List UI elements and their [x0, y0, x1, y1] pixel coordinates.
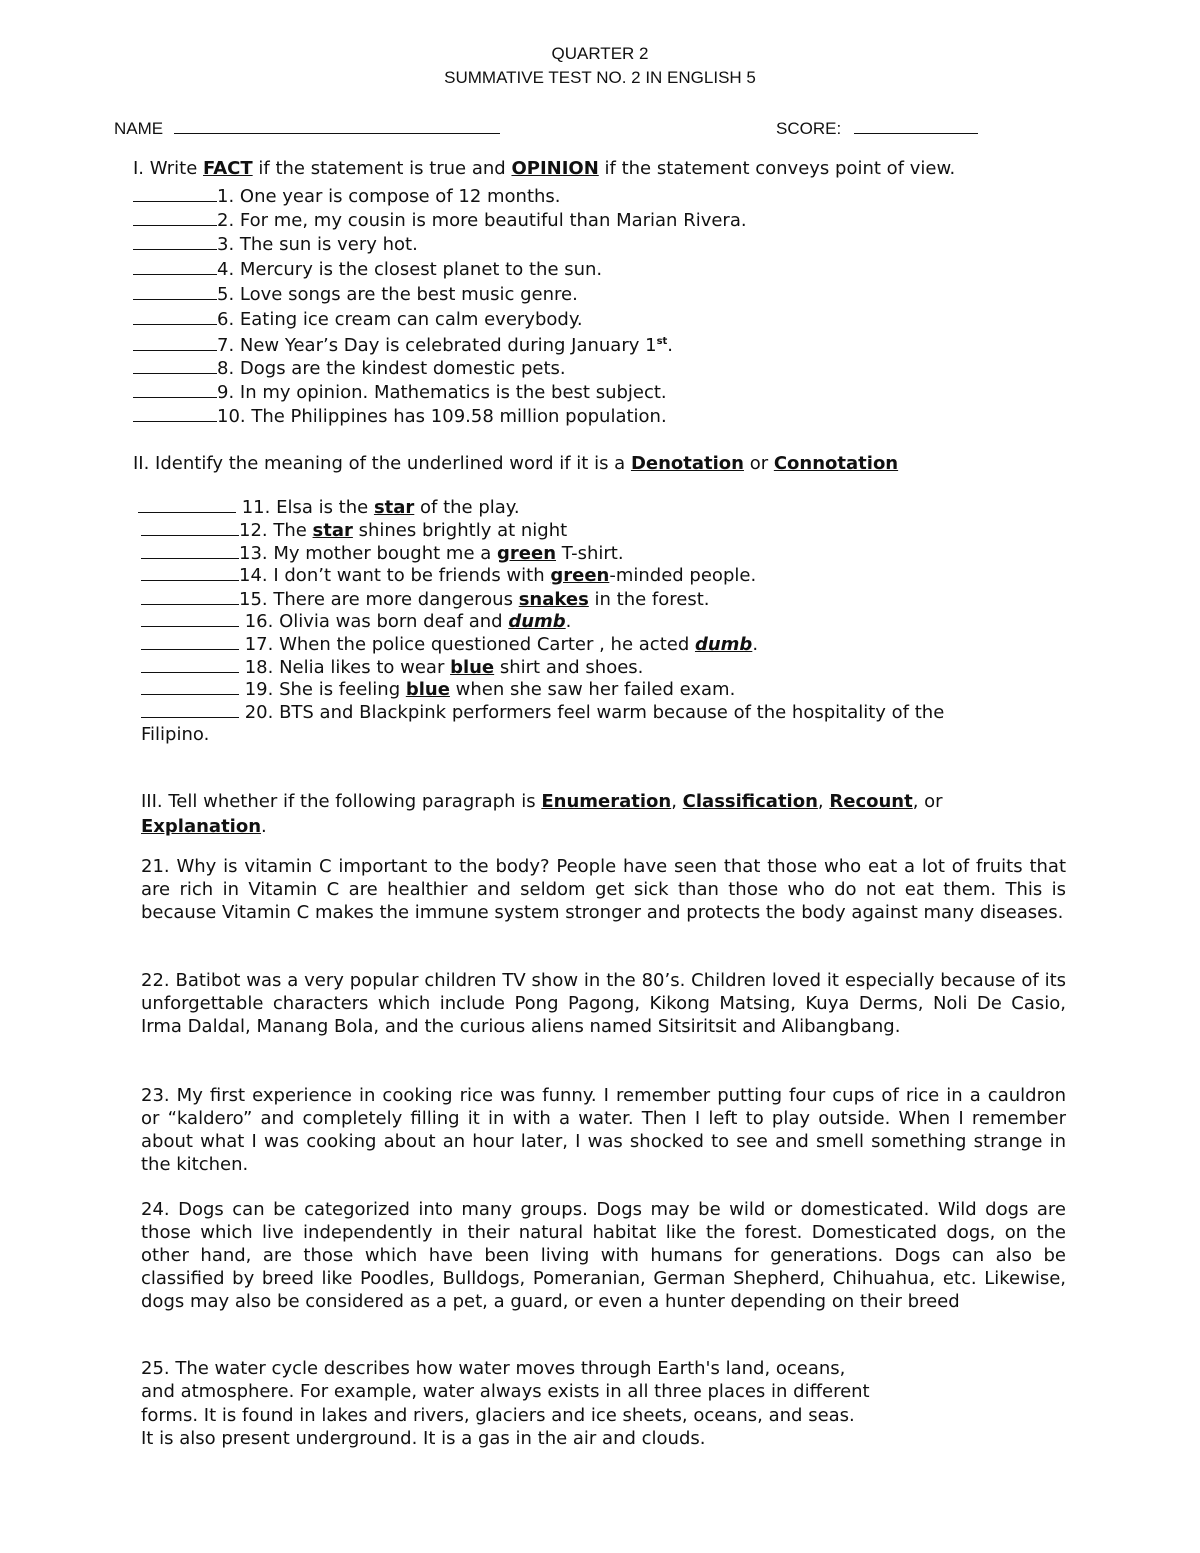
underlined-word: star: [312, 520, 353, 541]
underlined-word: dumb: [508, 611, 566, 632]
answer-blank[interactable]: [141, 699, 239, 718]
keyword-recount: Recount: [829, 791, 913, 812]
paragraph-25-line: forms. It is found in lakes and rivers, glaciers and ice sheets, oceans, and seas.: [141, 1405, 855, 1426]
item-text: 16. Olivia was born deaf and: [239, 611, 509, 632]
answer-blank[interactable]: [141, 676, 239, 695]
name-blank[interactable]: [174, 115, 500, 134]
list-item: [141, 562, 756, 587]
name-label: NAME: [114, 119, 164, 138]
underlined-word: blue: [405, 679, 450, 700]
part2-mid: or: [743, 453, 774, 474]
answer-blank[interactable]: [141, 608, 239, 627]
item-text: 6. Eating ice cream can calm everybody.: [217, 309, 583, 330]
answer-blank[interactable]: [141, 562, 239, 581]
answer-blank[interactable]: [141, 540, 239, 559]
list-item: [133, 281, 578, 307]
part1-keyword-opinion: OPINION: [511, 158, 599, 179]
item-text: 19. She is feeling: [239, 679, 406, 700]
item-text-end: .: [565, 611, 572, 632]
list-item: [133, 379, 667, 405]
list-item: [141, 631, 758, 656]
part3-instruction-cont: [141, 815, 267, 839]
answer-blank[interactable]: [133, 355, 217, 374]
part1-suffix: if the statement conveys point of view.: [598, 158, 956, 179]
item-text: 2. For me, my cousin is more beautiful than Marian Rivera.: [217, 210, 747, 231]
period: .: [261, 816, 267, 837]
part1-keyword-fact: FACT: [203, 158, 253, 179]
item-text-end: shirt and shoes.: [494, 657, 644, 678]
item-text: 14. I don’t want to be friends with: [239, 565, 551, 586]
item-text: 1. One year is compose of 12 months.: [217, 186, 561, 207]
item-text: 3. The sun is very hot.: [217, 234, 418, 255]
item-text-end: of the play.: [414, 497, 520, 518]
answer-blank[interactable]: [133, 403, 217, 422]
list-item: [141, 699, 944, 724]
item-text: 11. Elsa is the: [236, 497, 374, 518]
item-text: 12. The: [239, 520, 313, 541]
item-text: 10. The Philippines has 109.58 million population.: [217, 406, 667, 427]
answer-blank[interactable]: [133, 332, 217, 351]
test-title: SUMMATIVE TEST NO. 2 IN ENGLISH 5: [444, 68, 756, 87]
item-text: 20. BTS and Blackpink performers feel warm because of the hospitality of the: [239, 702, 945, 723]
underlined-word: dumb: [694, 634, 753, 655]
item-text-end: .: [752, 634, 759, 655]
item-text-end: -minded people.: [609, 565, 757, 586]
paragraph-24: 24. Dogs can be categorized into many groups. Dogs may be wild or domesticated. Wild dogs are those which live independently in their natural habitat like the forest. Domesticated dogs, on the other hand, are those which have been living with humans for generations. Dogs can also be classified by breed like Poodles, Bulldogs, Pomeranian, German Shepherd, Chihuahua, etc. Likewise, dogs may also be considered as a pet, a guard, or even a hunter depending on their breed: [141, 1199, 1066, 1312]
item-text: 13. My mother bought me a: [239, 543, 498, 564]
item-text: 5. Love songs are the best music genre.: [217, 284, 578, 305]
list-item: [133, 207, 747, 233]
answer-blank[interactable]: [141, 631, 239, 650]
item-text-end: shines brightly at night: [352, 520, 568, 541]
answer-blank[interactable]: [141, 586, 239, 605]
separator: ,: [671, 791, 683, 812]
separator: ,: [817, 791, 830, 812]
answer-blank[interactable]: [133, 281, 217, 300]
part2-keyword-denotation: Denotation: [630, 453, 744, 474]
part1-mid: if the statement is true and: [252, 158, 512, 179]
paragraph-25-line: It is also present underground. It is a gas in the air and clouds.: [141, 1428, 706, 1449]
part3-instruction: [141, 790, 943, 814]
part2-instruction: [133, 453, 898, 474]
underlined-word: green: [550, 565, 610, 586]
list-item: [141, 608, 571, 633]
list-item: [133, 355, 566, 381]
list-item: [141, 517, 567, 542]
answer-blank[interactable]: [133, 306, 217, 325]
paragraph-21: 21. Why is vitamin C important to the body? People have seen that those who eat a lot of fruits that are rich in Vitamin C are healthier and seldom get sick than those who do not eat them. This is because Vitamin C makes the immune system stronger and protects the body against many diseases.: [141, 856, 1066, 923]
item-text: 15. There are more dangerous: [239, 589, 519, 610]
item-continuation: Filipino.: [141, 724, 210, 745]
item-text: 18. Nelia likes to wear: [239, 657, 451, 678]
part3-prefix: III. Tell whether if the following paragraph is: [141, 791, 542, 812]
paragraph-25-line: and atmosphere. For example, water always exists in all three places in different: [141, 1381, 870, 1402]
answer-blank[interactable]: [133, 379, 217, 398]
item-text: 7. New Year’s Day is celebrated during January 1: [217, 335, 657, 356]
paragraph-23: 23. My first experience in cooking rice was funny. I remember putting four cups of rice in a cauldron or “kaldero” and completely filling it in with a water. Then I left to play outside. When I remember about what I was cooking about an hour later, I was shocked to see and smell something strange in the kitchen.: [141, 1085, 1066, 1175]
answer-blank[interactable]: [133, 231, 217, 250]
item-text: 8. Dogs are the kindest domestic pets.: [217, 358, 566, 379]
item-text-end: T-shirt.: [556, 543, 624, 564]
list-item: [133, 256, 602, 282]
quarter-heading: QUARTER 2: [551, 44, 649, 63]
underlined-word: snakes: [518, 589, 589, 610]
item-text: 17. When the police questioned Carter , he acted: [239, 634, 695, 655]
score-label: SCORE:: [776, 119, 842, 138]
item-end: .: [667, 335, 674, 356]
item-text: 4. Mercury is the closest planet to the sun.: [217, 259, 603, 280]
ordinal-superscript: st: [656, 336, 668, 347]
list-item: [133, 183, 561, 209]
list-item: [138, 494, 520, 519]
keyword-explanation: Explanation: [141, 816, 262, 837]
answer-blank[interactable]: [138, 494, 236, 513]
part2-keyword-connotation: Connotation: [773, 453, 899, 474]
answer-blank[interactable]: [133, 207, 217, 226]
list-item: [133, 231, 418, 257]
list-item: [141, 676, 735, 701]
item-text-end: when she saw her failed exam.: [449, 679, 736, 700]
score-blank[interactable]: [854, 115, 978, 134]
keyword-enumeration: Enumeration: [541, 791, 672, 812]
keyword-classification: Classification: [682, 791, 818, 812]
score-field[interactable]: [776, 115, 978, 139]
name-field[interactable]: [114, 115, 500, 139]
underlined-word: green: [497, 543, 557, 564]
answer-blank[interactable]: [133, 183, 217, 202]
paragraph-25-line: 25. The water cycle describes how water moves through Earth's land, oceans,: [141, 1358, 846, 1379]
part1-prefix: I. Write: [133, 158, 203, 179]
answer-blank[interactable]: [141, 517, 239, 536]
list-item: [133, 306, 583, 332]
paragraph-22: 22. Batibot was a very popular children TV show in the 80’s. Children loved it especially because of its unforgettable characters which include Pong Pagong, Kikong Matsing, Kuya Derms, Noli De Casio, Irma Daldal, Manang Bola, and the curious aliens named Sitsiritsit and Alibangbang.: [141, 970, 1066, 1037]
answer-blank[interactable]: [133, 256, 217, 275]
item-text: 9. In my opinion. Mathematics is the best subject.: [217, 382, 667, 403]
underlined-word: star: [373, 497, 415, 518]
separator-or: , or: [912, 791, 943, 812]
underlined-word: blue: [450, 657, 495, 678]
item-text-end: in the forest.: [588, 589, 710, 610]
part1-instruction: [133, 158, 955, 179]
part2-prefix: II. Identify the meaning of the underlined word if it is a: [133, 453, 631, 474]
answer-blank[interactable]: [141, 654, 239, 673]
list-item: [133, 330, 673, 358]
list-item: [133, 403, 667, 429]
